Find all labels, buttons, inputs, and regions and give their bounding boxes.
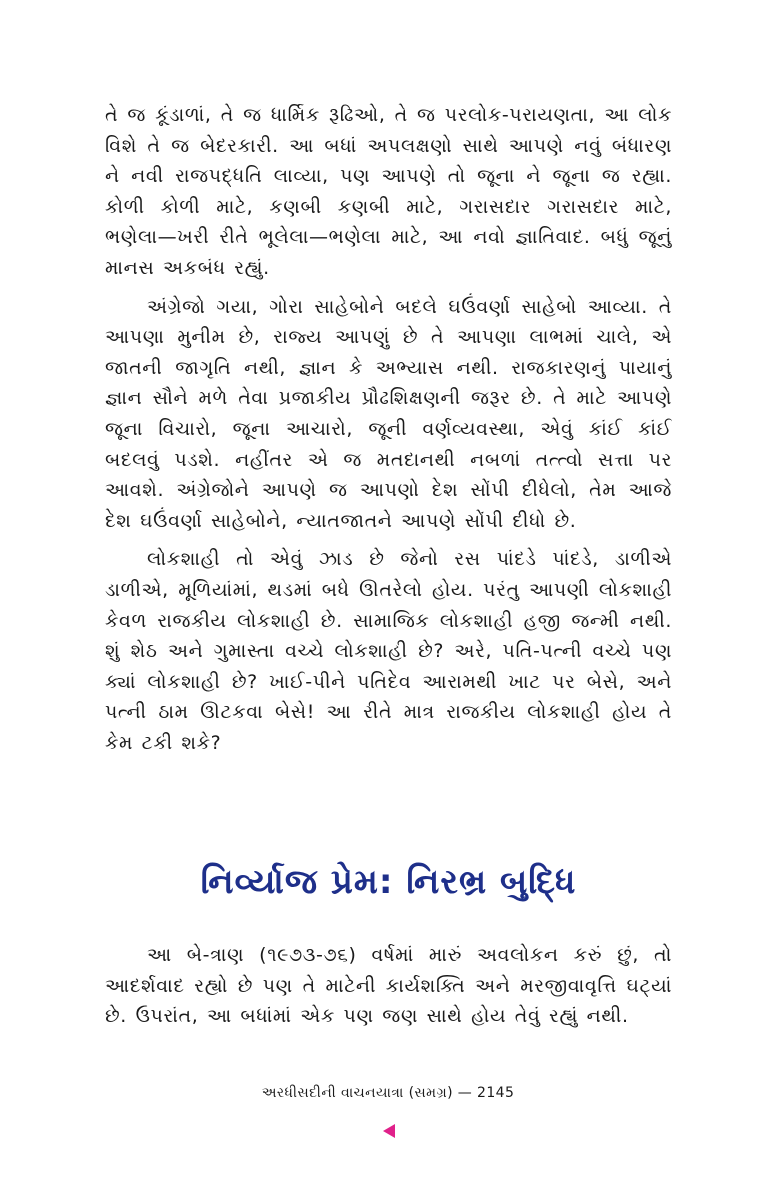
page-footer: અરધીસદીની વાચનયાત્રા (સમગ્ર) — 2145 xyxy=(261,1085,515,1101)
paragraph-2: અંગ્રેજો ગયા, ગોરા સાહેબોને બદલે ઘઉંવર્ણા સાહેબો આવ્યા. તે આપણા મુનીમ છે, રાજ્ય આપણું છે તે આપણા લાભમાં ચાલે, એ જાતની જાગૃતિ નથી, જ્ઞાન કે અભ્યાસ નથી. રાજકારણનું પાયાનું જ્ઞાન સૌને મળે તેવા પ્રજાકીય પ્રૌઢશિક્ષણની જરૂર છે. તે માટે આપણે જૂના વિચારો, જૂના આચારો, જૂની વર્ણવ્યવસ્થા, એવું કાંઈ કાંઈ બદલવું પડશે. નહીંતર એ જ મતદાનથી નબળાં તત્ત્વો સત્તા પર આવશે. અંગ્રેજોને આપણે જ આપણો દેશ સોંપી દીધેલો, તેમ આજે દેશ ઘઉંવર્ણા સાહેબોને, ન્યાતજાતને આપણે સોંપી દીધો છે. xyxy=(105,295,672,532)
paragraph-1: તે જ કૂંડાળાં, તે જ ધાર્મિક રૂઢિઓ, તે જ પરલોક-પરાયણતા, આ લોક વિશે તે જ બેદરકારી. આ બધાં અપલક્ષણો સાથે આપણે નવું બંધારણ ને નવી રાજપદ્ધતિ લાવ્યા, પણ આપણે તો જૂના ને જૂના જ રહ્યા. કોળી કોળી માટે, કણબી કણબી માટે, ગરાસદાર ગરાસદાર માટે, ભણેલા—ખરી રીતે ભૂલેલા—ભણેલા માટે, આ નવો જ્ઞાતિવાદ. બધું જૂનું માનસ અકબંધ રહ્યું. xyxy=(105,104,672,279)
paragraph-4: આ બે-ત્રાણ (૧૯૭૩-૭૬) વર્ષમાં મારું અવલોકન કરું છું, તો આદર્શવાદ રહ્યો છે પણ તે માટેની કાર્યશક્તિ અને મરજીવાવૃત્તિ ઘટ્યાં છે. ઉપરાંત, આ બધાંમાં એક પણ જણ સાથે હોય તેવું રહ્યું નથી. xyxy=(105,944,672,1028)
body-text-top xyxy=(105,100,672,758)
paragraph-3: લોકશાહી તો એવું ઝાડ છે જેનો રસ પાંદડે પાંદડે, ડાળીએ ડાળીએ, મૂળિયાંમાં, થડમાં બધે ઊતરેલો હોય. પરંતુ આપણી લોકશાહી કેવળ રાજકીય લોકશાહી છે. સામાજિક લોકશાહી હજી જન્મી નથી. શું શેઠ અને ગુમાસ્તા વચ્ચે લોકશાહી છે? અરે, પતિ-પત્ની વચ્ચે પણ ક્યાં લોકશાહી છે? ખાઈ-પીને પતિદેવ આરામથી ખાટ પર બેસે, અને પત્ની ઠામ ઊટકવા બેસે! આ રીતે માત્ર રાજકીય લોકશાહી હોય તે કેમ ટકી શકે? xyxy=(105,548,672,754)
body-text-bottom xyxy=(105,940,672,1032)
section-heading: નિર્વ્યાજ પ્રેમ: નિરભ્ર બુદ્ધિ xyxy=(200,862,577,902)
triangle-left-icon[interactable] xyxy=(383,1124,395,1138)
